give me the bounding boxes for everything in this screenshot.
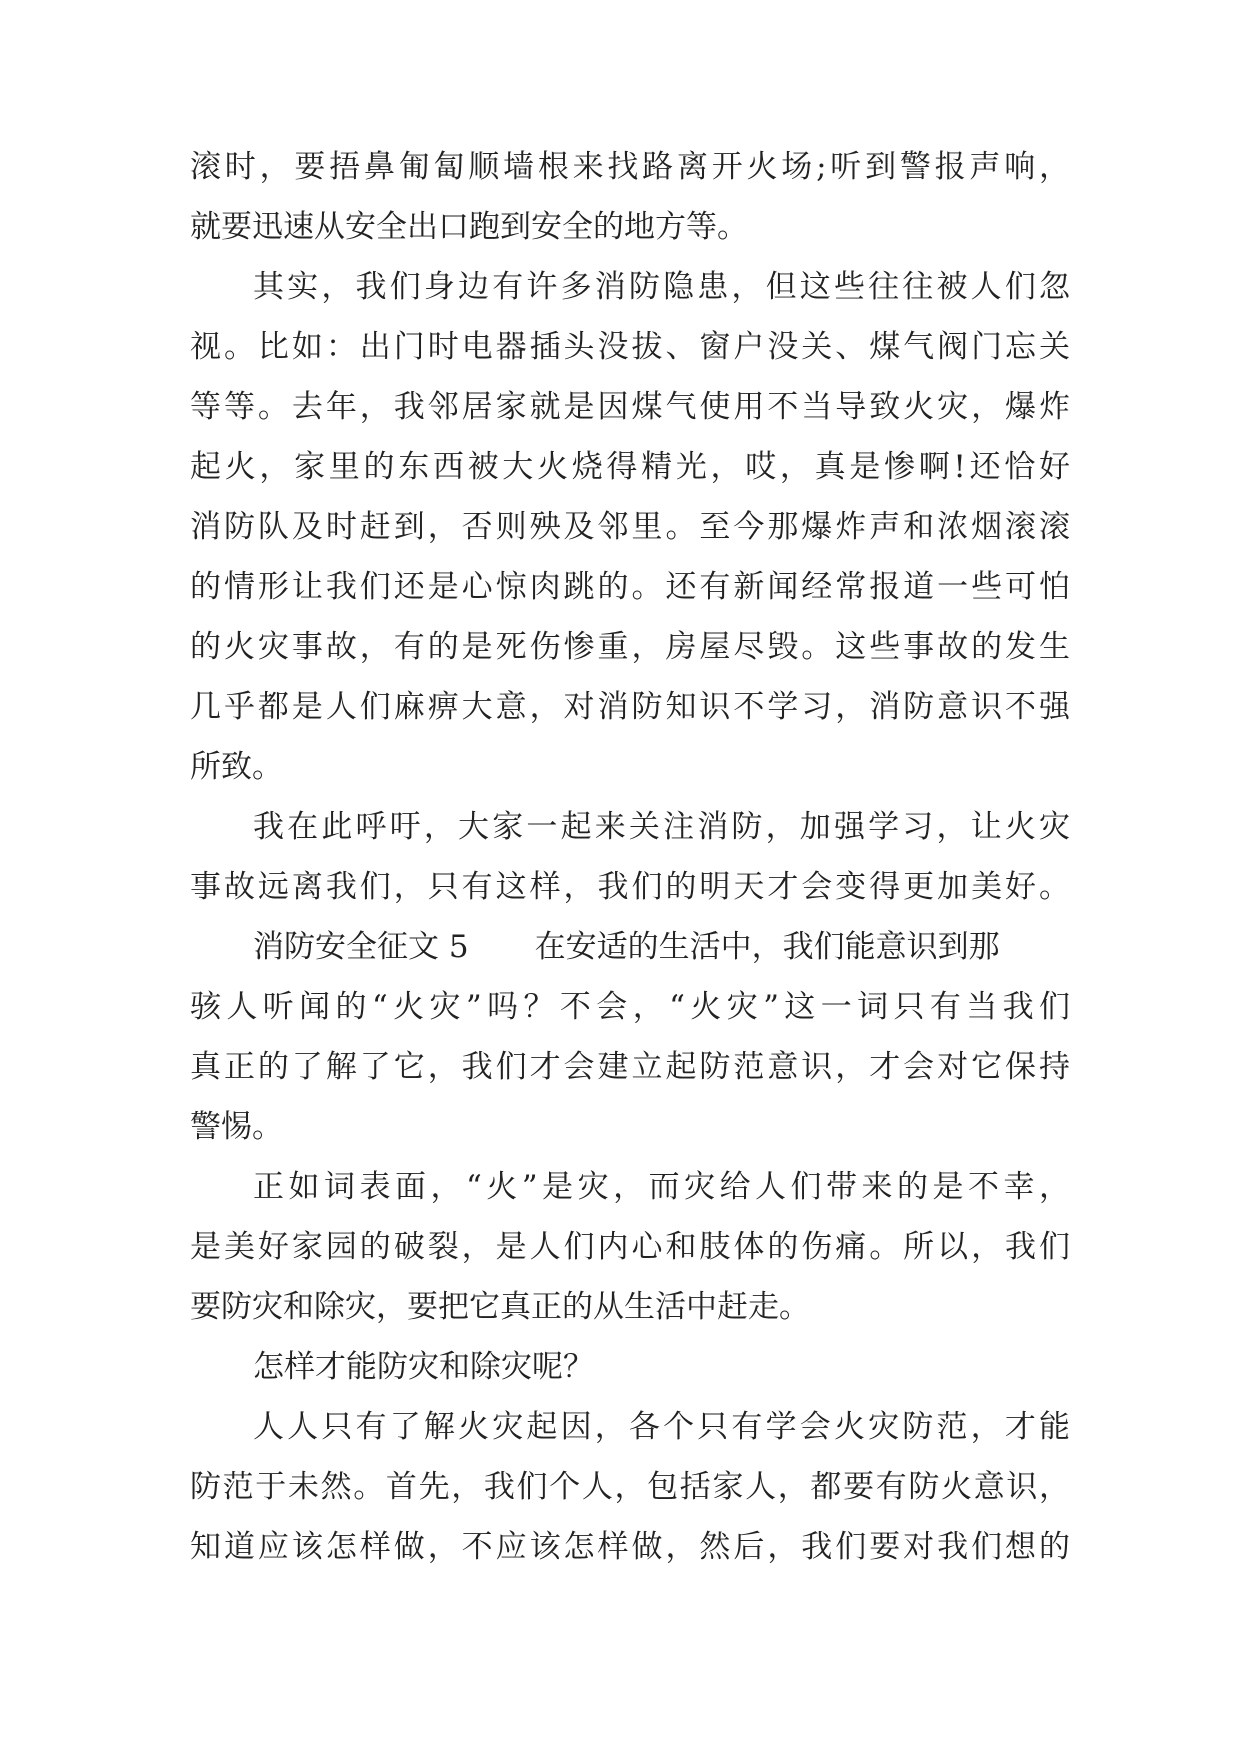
body-text-line: 滚时，要捂鼻匍匐顺墙根来找路离开火场;听到警报声响， bbox=[190, 149, 1070, 185]
body-text-line: 事故远离我们，只有这样，我们的明天才会变得更加美好。 bbox=[190, 869, 1070, 905]
body-text-line: 等等。去年，我邻居家就是因煤气使用不当导致火灾，爆炸 bbox=[190, 389, 1070, 425]
paragraph-first-line: 怎样才能防灾和除灾呢？ bbox=[253, 1349, 594, 1385]
body-text-line: 骇人听闻的“火灾”吗？不会，“火灾”这一词只有当我们 bbox=[190, 989, 1070, 1025]
paragraph-first-line: 正如词表面，“火”是灾，而灾给人们带来的是不幸， bbox=[253, 1169, 1070, 1205]
body-text-line: 几乎都是人们麻痹大意，对消防知识不学习，消防意识不强 bbox=[190, 689, 1070, 725]
body-text-line: 就要迅速从安全出口跑到安全的地方等。 bbox=[190, 209, 748, 245]
body-text-line: 的情形让我们还是心惊肉跳的。还有新闻经常报道一些可怕 bbox=[190, 569, 1070, 605]
paragraph-first-line: 其实，我们身边有许多消防隐患，但这些往往被人们忽 bbox=[253, 269, 1070, 305]
body-text-line: 消防队及时赶到，否则殃及邻里。至今那爆炸声和浓烟滚滚 bbox=[190, 509, 1070, 545]
body-text-line: 起火，家里的东西被大火烧得精光，哎，真是惨啊!还恰好 bbox=[190, 449, 1070, 485]
section-title: 消防安全征文 5 bbox=[253, 929, 469, 965]
body-text-line: 真正的了解了它，我们才会建立起防范意识，才会对它保持 bbox=[190, 1049, 1070, 1085]
section-heading-line bbox=[253, 927, 1070, 967]
body-text-line: 的火灾事故，有的是死伤惨重，房屋尽毁。这些事故的发生 bbox=[190, 629, 1070, 665]
body-text-line: 是美好家园的破裂，是人们内心和肢体的伤痛。所以，我们 bbox=[190, 1229, 1070, 1265]
body-text-line: 警惕。 bbox=[190, 1109, 283, 1145]
body-text-line: 知道应该怎样做，不应该怎样做，然后，我们要对我们想的 bbox=[190, 1529, 1070, 1565]
body-text-line: 所致。 bbox=[190, 749, 283, 785]
section-first-sentence: 在安适的生活中，我们能意识到那 bbox=[534, 929, 1000, 965]
paragraph-first-line: 人人只有了解火灾起因，各个只有学会火灾防范，才能 bbox=[253, 1409, 1070, 1445]
body-text-line: 要防灾和除灾，要把它真正的从生活中赶走。 bbox=[190, 1289, 810, 1325]
body-text-line: 防范于未然。首先，我们个人，包括家人，都要有防火意识， bbox=[190, 1469, 1070, 1505]
paragraph-first-line: 我在此呼吁，大家一起来关注消防，加强学习，让火灾 bbox=[253, 809, 1070, 845]
body-text-line: 视。比如：出门时电器插头没拔、窗户没关、煤气阀门忘关 bbox=[190, 329, 1070, 365]
